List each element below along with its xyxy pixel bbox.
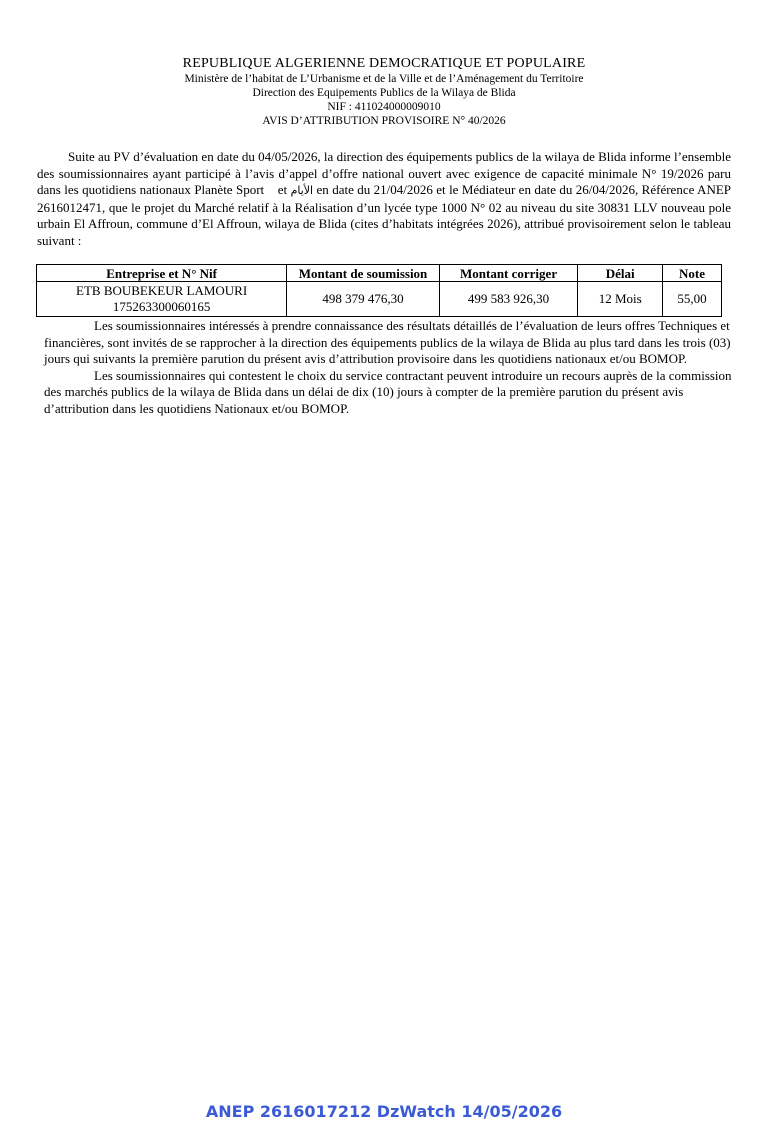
ministry-name: Ministère de l’habitat de L’Urbanisme et de la Ville et de l’Aménagement du Territoire bbox=[184, 73, 584, 85]
document-header bbox=[0, 56, 768, 129]
company-nif: 175263300060165 bbox=[112, 299, 211, 314]
company-cell bbox=[37, 282, 287, 317]
score-cell: 55,00 bbox=[663, 282, 722, 317]
company-name: ETB BOUBEKEUR LAMOURI bbox=[76, 283, 248, 298]
newspaper-name-1: Planète Sport bbox=[194, 182, 265, 198]
intro-paragraph bbox=[37, 149, 731, 250]
intro-connector: et bbox=[264, 182, 291, 198]
intro-text-2: en date du 21/04/2026 et le Médiateur en date du 26/04/2026, Référence ANEP 2616012471, que le projet du Marché relatif à la Réalisation d’un lycée type 1000 N° 02 au niveau du site 30831 LLV nouveau pole urbain El Affroun, commune d’El Affroun, wilaya de Blida (cites d’habitats intégrées 2026), attribué provisoirement selon le tableau suivant : bbox=[37, 182, 731, 248]
header-delay: Délai bbox=[578, 265, 663, 282]
table-header-row bbox=[37, 265, 722, 282]
nif-number: NIF : 411024000009010 bbox=[327, 101, 441, 113]
corrected-amount-cell: 499 583 926,30 bbox=[439, 282, 578, 317]
award-table bbox=[36, 264, 722, 317]
table-row bbox=[37, 282, 722, 317]
notes-section bbox=[44, 318, 734, 418]
header-company: Entreprise et N° Nif bbox=[37, 265, 287, 282]
republic-title: REPUBLIQUE ALGERIENNE DEMOCRATIQUE ET POPULAIRE bbox=[182, 56, 586, 71]
bid-amount-cell: 498 379 476,30 bbox=[287, 282, 440, 317]
directorate-name: Direction des Equipements Publics de la Wilaya de Blida bbox=[252, 87, 516, 99]
header-corrected-amount: Montant corriger bbox=[439, 265, 578, 282]
intro-text-1: Suite au PV d’évaluation en date du 04/05/2026, la direction des équipements publics de la wilaya de Blida informe l’ensemble des soumissionnaires ayant participé à l’avis d’appel d’offre national ouvert avec exigence de capacité minimale N° 19/2026 paru dans les quotidiens nationaux bbox=[37, 149, 731, 198]
header-score: Note bbox=[663, 265, 722, 282]
delay-cell: 12 Mois bbox=[578, 282, 663, 317]
consultation-paragraph: Les soumissionnaires intéressés à prendre connaissance des résultats détaillés de l’évaluation de leurs offres Techniques et financières, sont invités de se rapprocher à la direction des équipements publics de la wilaya de Blida au plus tard dans les trois (03) jours qui suivants la première parution du présent avis d’attribution provisoire dans les quotidiens nationaux et/ou BOMOP. bbox=[44, 318, 731, 367]
newspaper-name-2: الأيام bbox=[290, 184, 314, 198]
anep-footer: ANEP 2616017212 DzWatch 14/05/2026 bbox=[205, 1102, 563, 1121]
header-bid-amount: Montant de soumission bbox=[287, 265, 440, 282]
notice-title: AVIS D’ATTRIBUTION PROVISOIRE N° 40/2026 bbox=[262, 115, 506, 127]
appeal-paragraph: Les soumissionnaires qui contestent le choix du service contractant peuvent introduire un recours auprès de la commission des marchés publics de la wilaya de Blida dans un délai de dix (10) jours à compter de la première parution du présent avis d’attribution dans les quotidiens Nationaux et/ou BOMOP. bbox=[44, 367, 732, 416]
